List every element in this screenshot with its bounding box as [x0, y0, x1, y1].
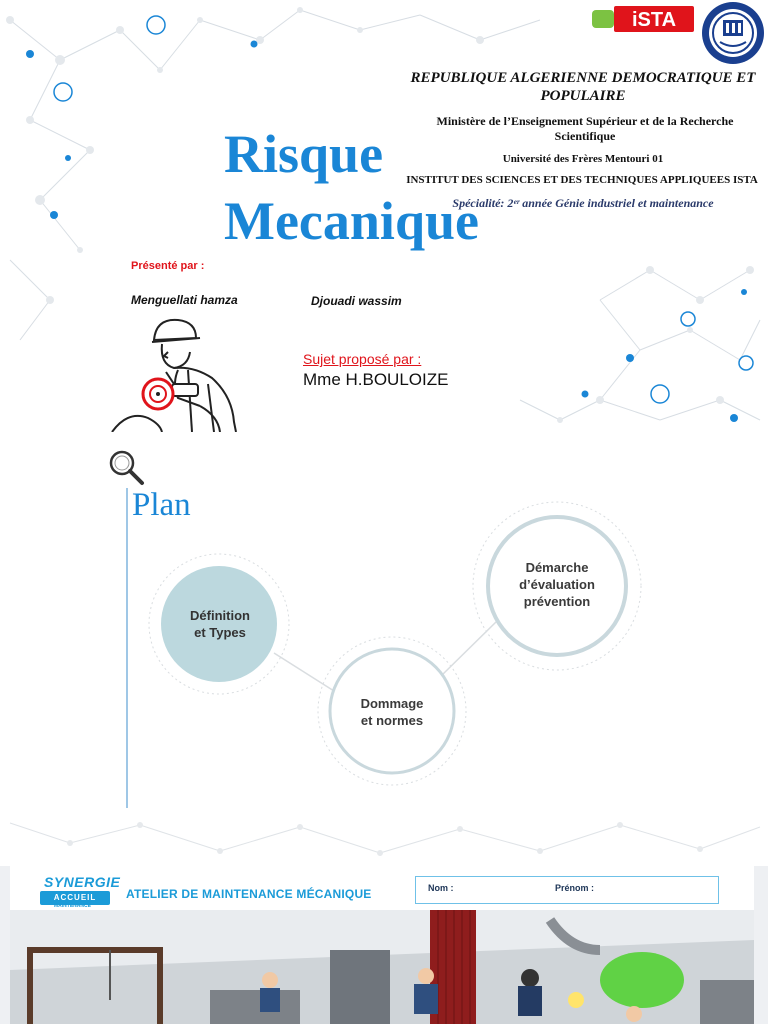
poster-header [10, 866, 754, 914]
plan-slide [0, 433, 768, 865]
ministry-line-1: Ministère de l’Enseignement Supérieur et de la Recherche [436, 114, 734, 128]
student-name-2: Djouadi wassim [311, 294, 402, 308]
name-label: Nom : [428, 883, 454, 893]
plan-item-definition-line-2: et Types [194, 625, 246, 640]
green-hazard-zone [600, 952, 684, 1008]
plan-item-approach-line-2: d’évaluation [519, 577, 595, 592]
plan-item-approach-line-1: Démarche [525, 560, 589, 575]
ista-logo [586, 2, 698, 36]
network-footer-decoration [0, 803, 768, 865]
workshop-poster [10, 866, 754, 1024]
connector-line-2 [440, 621, 497, 677]
student-name-1: Menguellati hamza [131, 293, 238, 307]
brand-sub-label: ACCUEIL [53, 893, 97, 902]
worker-grinding-illustration [108, 312, 268, 432]
title-line-1: Risque [224, 124, 384, 184]
supervisor-name: Mme H.BOULOIZE [303, 370, 449, 389]
workshop-title: ATELIER DE MAINTENANCE MÉCANIQUE [126, 887, 372, 901]
republic-line-2: POPULAIRE [540, 88, 626, 104]
synergie-brand: SYNERGIE [44, 874, 121, 890]
university-name: Université des Frères Mentouri 01 [502, 153, 664, 165]
brand-maintenance-label: MAINTENANCE [54, 903, 91, 909]
speciality-text: Spécialité: 2ᵉʳ année Génie industriel et maintenance [452, 196, 714, 210]
plan-diagram [0, 433, 768, 865]
ministry-line-2: Scientifique [554, 129, 616, 143]
presented-by-label: Présenté par : [131, 260, 205, 272]
title-line-2: Mecanique [224, 191, 479, 251]
ista-logo-text: iSTA [631, 9, 677, 31]
proposed-by-label: Sujet proposé par : [303, 351, 422, 367]
ministry-text [420, 114, 750, 144]
first-name-label: Prénom : [555, 883, 595, 893]
plan-item-damage [330, 695, 454, 729]
name-box [415, 876, 719, 904]
plan-item-definition-line-1: Définition [190, 608, 250, 623]
workshop-scene-illustration [10, 910, 754, 1024]
plan-item-approach-line-3: prévention [523, 594, 591, 609]
title-slide [0, 0, 768, 432]
republic-line-1: REPUBLIQUE ALGERIENNE DEMOCRATIQUE ET [410, 70, 756, 86]
connector-line-1 [274, 653, 334, 691]
plan-item-definition [160, 607, 280, 641]
institute-name: INSTITUT DES SCIENCES ET DES TECHNIQUES APPLIQUEES ISTA [406, 174, 758, 186]
plan-title: Plan [132, 487, 191, 523]
workshop-poster-slide [0, 866, 768, 1024]
plan-item-damage-line-2: et normes [360, 713, 424, 728]
university-seal-icon [700, 0, 766, 66]
plan-item-approach [490, 559, 624, 610]
plan-item-damage-line-1: Dommage [360, 696, 424, 711]
